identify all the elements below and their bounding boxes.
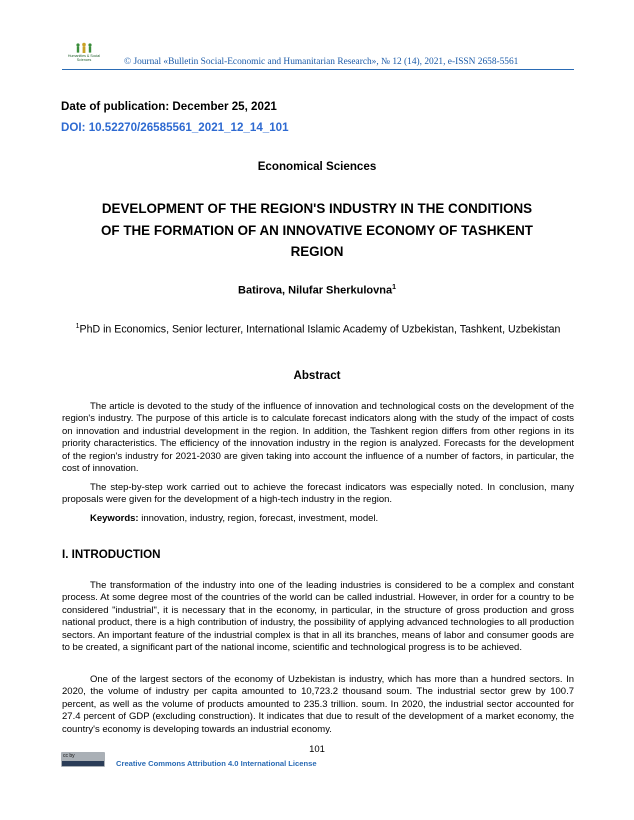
author-superscript: 1 <box>392 284 396 291</box>
author-name-text: Batirova, Nilufar Sherkulovna <box>238 284 393 297</box>
logo-figures-icon <box>75 42 93 54</box>
cc-badge-bar <box>62 761 104 766</box>
abstract-paragraph: The article is devoted to the study of the influence of innovation and technological costs on the development of the region's industry. The purpose of this article is to calculate forecast indicators along with the study of the impact of costs on innovation and industrial development in the region. In addition, the Tashkent region differs from other regions in its priority characteristics. The efficiency of the innovation industry in the region is analyzed. Forecasts for the development of the region's industry for 2021-2030 are given taking into account the influence of a number of factors, in particular, the cost of innovation. <box>62 401 574 475</box>
affiliation-text: PhD in Economics, Senior lecturer, International Islamic Academy of Uzbekistan, Tashkent, Uzbekistan <box>79 323 561 336</box>
section-label: Economical Sciences <box>257 160 377 173</box>
introduction-heading: I. INTRODUCTION <box>62 548 161 561</box>
doi-link[interactable]: DOI: 10.52270/26585561_2021_12_14_101 <box>61 121 289 134</box>
abstract-paragraph: The step-by-step work carried out to achieve the forecast indicators was especially noted. In conclusion, many proposals were given for the development of a high-tech industry in the region. <box>62 482 574 506</box>
logo-caption: Humanities & Social Sciences <box>67 54 101 62</box>
cc-badge-label: cc by <box>63 753 75 759</box>
journal-logo <box>64 42 102 68</box>
article-title <box>60 198 574 263</box>
page-number: 101 <box>309 744 325 755</box>
author-name <box>0 284 634 297</box>
journal-citation: © Journal «Bulletin Social-Economic and Humanitarian Research», № 12 (14), 2021, e-ISSN 2658-5561 <box>124 57 519 67</box>
title-line: OF THE FORMATION OF AN INNOVATIVE ECONOMY OF TASHKENT <box>101 222 533 238</box>
affiliation-superscript: 1 <box>75 323 80 330</box>
journal-header <box>62 42 572 70</box>
keywords-list: innovation, industry, region, forecast, investment, model. <box>138 513 379 524</box>
title-line: DEVELOPMENT OF THE REGION'S INDUSTRY IN THE CONDITIONS <box>101 201 533 216</box>
keywords-label: Keywords: <box>90 513 139 524</box>
keywords <box>90 513 378 524</box>
author-affiliation <box>62 318 574 339</box>
license-link[interactable]: Creative Commons Attribution 4.0 International License <box>116 759 317 768</box>
cc-license-badge[interactable] <box>61 752 105 767</box>
publication-date: Date of publication: December 25, 2021 <box>61 100 277 113</box>
introduction-paragraph: One of the largest sectors of the economy of Uzbekistan is industry, which has more than a hundred sectors. In 2020, the volume of industry per capita amounted to 10,723.2 thousand soum. The industrial sector grew by 100.7 percent, as well as the volume of products amounted to 235.3 trillion. soum. In 2020, the industrial sector accounted for 27.4 percent of GDP (excluding construction). It indicates that due to result of the development of a market economy, the country's economy is developing towards an industrial economy. <box>62 674 574 735</box>
introduction-paragraph: The transformation of the industry into one of the leading industries is considered to be a complex and constant process. At some degree most of the countries of the world can be called industrial. However, in order for a country to be considered "industrial", it is necessary that in the economy, in particular, in the structure of gross production and gross national product, there is a high contribution of industry, the possibility of applying advanced technologies to all production sectors. An important feature of the industrial complex is that in all its branches, means of labor and consumer goods are to be created, a significant part of the national income, scientific and technological progress is to be achieved. <box>62 580 574 654</box>
header-divider <box>62 69 574 70</box>
title-line: REGION <box>290 244 344 259</box>
abstract-heading: Abstract <box>293 369 341 382</box>
